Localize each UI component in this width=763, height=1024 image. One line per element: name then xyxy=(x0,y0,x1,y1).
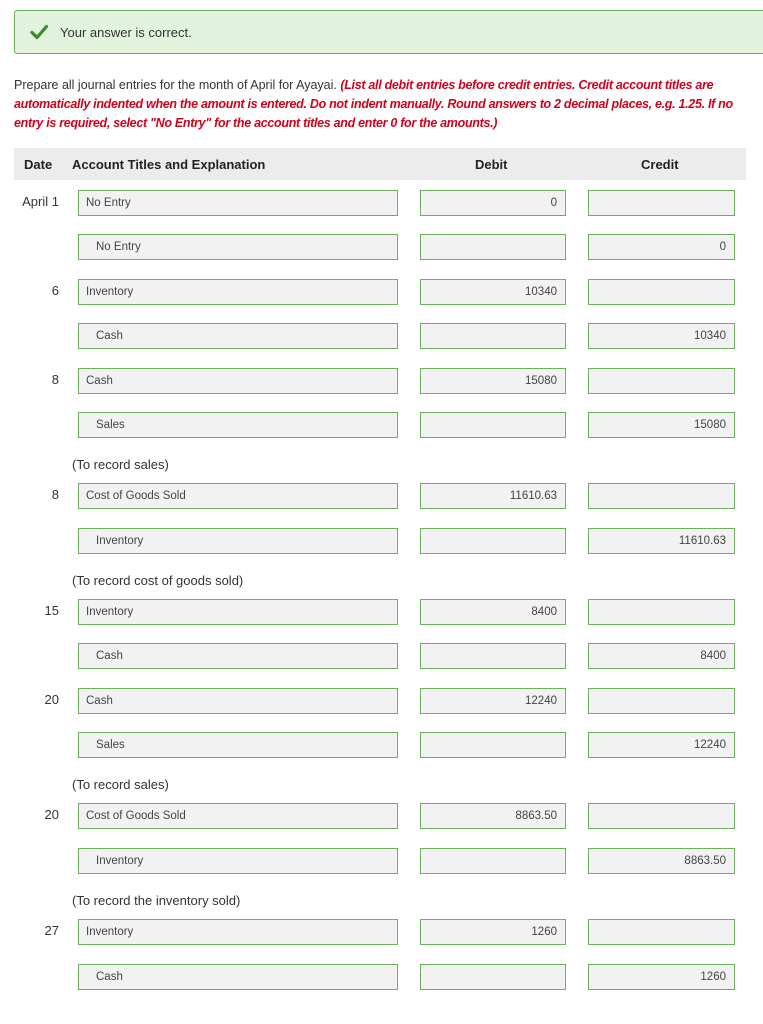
explanation-row xyxy=(0,450,763,480)
explanation-text: (To record the inventory sold) xyxy=(72,893,241,908)
credit-amount-field[interactable]: 1260 xyxy=(588,964,735,990)
debit-amount-field[interactable]: 1260 xyxy=(420,919,566,945)
debit-amount-field[interactable] xyxy=(420,528,566,554)
entry-date: 20 xyxy=(44,692,59,707)
credit-amount-field[interactable] xyxy=(588,483,735,509)
explanation-text: (To record cost of goods sold) xyxy=(72,573,244,588)
journal-row xyxy=(0,962,763,992)
debit-amount-field[interactable] xyxy=(420,848,566,874)
account-title-field[interactable]: Inventory xyxy=(78,848,398,874)
credit-amount-field[interactable] xyxy=(588,803,735,829)
debit-amount-field[interactable] xyxy=(420,732,566,758)
journal-row xyxy=(0,366,763,396)
debit-amount-field[interactable] xyxy=(420,643,566,669)
account-title-field[interactable]: Cash xyxy=(78,323,398,349)
credit-amount-field[interactable] xyxy=(588,688,735,714)
journal-row xyxy=(0,597,763,627)
explanation-row xyxy=(0,770,763,800)
header-debit: Debit xyxy=(475,157,508,172)
journal-row xyxy=(0,641,763,671)
account-title-field[interactable]: Inventory xyxy=(78,528,398,554)
debit-amount-field[interactable] xyxy=(420,323,566,349)
journal-row xyxy=(0,846,763,876)
debit-amount-field[interactable] xyxy=(420,964,566,990)
debit-amount-field[interactable]: 12240 xyxy=(420,688,566,714)
journal-row xyxy=(0,801,763,831)
header-date: Date xyxy=(24,157,53,172)
account-title-field[interactable]: Cash xyxy=(78,643,398,669)
entry-date: April 1 xyxy=(22,194,59,209)
account-title-field[interactable]: Inventory xyxy=(78,279,398,305)
account-title-field[interactable]: No Entry xyxy=(78,190,398,216)
debit-amount-field[interactable]: 0 xyxy=(420,190,566,216)
account-title-field[interactable]: Inventory xyxy=(78,599,398,625)
entry-date: 15 xyxy=(44,603,59,618)
credit-amount-field[interactable]: 10340 xyxy=(588,323,735,349)
entry-date: 27 xyxy=(44,923,59,938)
journal-row xyxy=(0,686,763,716)
journal-row xyxy=(0,730,763,760)
journal-row xyxy=(0,917,763,947)
entry-date: 8 xyxy=(51,487,59,502)
credit-amount-field[interactable]: 11610.63 xyxy=(588,528,735,554)
journal-row xyxy=(0,481,763,511)
credit-amount-field[interactable] xyxy=(588,919,735,945)
account-title-field[interactable]: Cash xyxy=(78,688,398,714)
journal-row xyxy=(0,526,763,556)
explanation-text: (To record sales) xyxy=(72,457,169,472)
credit-amount-field[interactable]: 8400 xyxy=(588,643,735,669)
debit-amount-field[interactable]: 15080 xyxy=(420,368,566,394)
account-title-field[interactable]: Sales xyxy=(78,412,398,438)
journal-row xyxy=(0,321,763,351)
account-title-field[interactable]: Cash xyxy=(78,368,398,394)
credit-amount-field[interactable]: 12240 xyxy=(588,732,735,758)
explanation-row xyxy=(0,566,763,596)
journal-row xyxy=(0,232,763,262)
credit-amount-field[interactable]: 15080 xyxy=(588,412,735,438)
debit-amount-field[interactable] xyxy=(420,412,566,438)
debit-amount-field[interactable]: 11610.63 xyxy=(420,483,566,509)
account-title-field[interactable]: Inventory xyxy=(78,919,398,945)
account-title-field[interactable]: Sales xyxy=(78,732,398,758)
debit-amount-field[interactable]: 8863.50 xyxy=(420,803,566,829)
header-account: Account Titles and Explanation xyxy=(72,157,266,172)
explanation-text: (To record sales) xyxy=(72,777,169,792)
journal-row xyxy=(0,277,763,307)
credit-amount-field[interactable]: 0 xyxy=(588,234,735,260)
journal-row xyxy=(0,410,763,440)
account-title-field[interactable]: Cost of Goods Sold xyxy=(78,483,398,509)
debit-amount-field[interactable]: 8400 xyxy=(420,599,566,625)
account-title-field[interactable]: Cost of Goods Sold xyxy=(78,803,398,829)
debit-amount-field[interactable]: 10340 xyxy=(420,279,566,305)
account-title-field[interactable]: No Entry xyxy=(78,234,398,260)
instructions-intro: Prepare all journal entries for the month of April for Ayayai. xyxy=(14,78,341,92)
entry-date: 20 xyxy=(44,807,59,822)
journal-row xyxy=(0,188,763,218)
entry-date: 6 xyxy=(51,283,59,298)
header-credit: Credit xyxy=(641,157,679,172)
entry-date: 8 xyxy=(51,372,59,387)
credit-amount-field[interactable] xyxy=(588,279,735,305)
banner-message: Your answer is correct. xyxy=(60,25,192,40)
credit-amount-field[interactable] xyxy=(588,368,735,394)
credit-amount-field[interactable] xyxy=(588,599,735,625)
account-title-field[interactable]: Cash xyxy=(78,964,398,990)
credit-amount-field[interactable] xyxy=(588,190,735,216)
explanation-row xyxy=(0,886,763,916)
credit-amount-field[interactable]: 8863.50 xyxy=(588,848,735,874)
debit-amount-field[interactable] xyxy=(420,234,566,260)
instructions-emphasis: (List all debit entries before credit entries. Credit account titles are automatically indented when the amount is entered. Do not indent manually. Round answers to 2 decimal places, e.g. 1.25. If no entry is required, select "No Entry" for the account titles and enter 0 for the amounts.) xyxy=(14,78,733,130)
